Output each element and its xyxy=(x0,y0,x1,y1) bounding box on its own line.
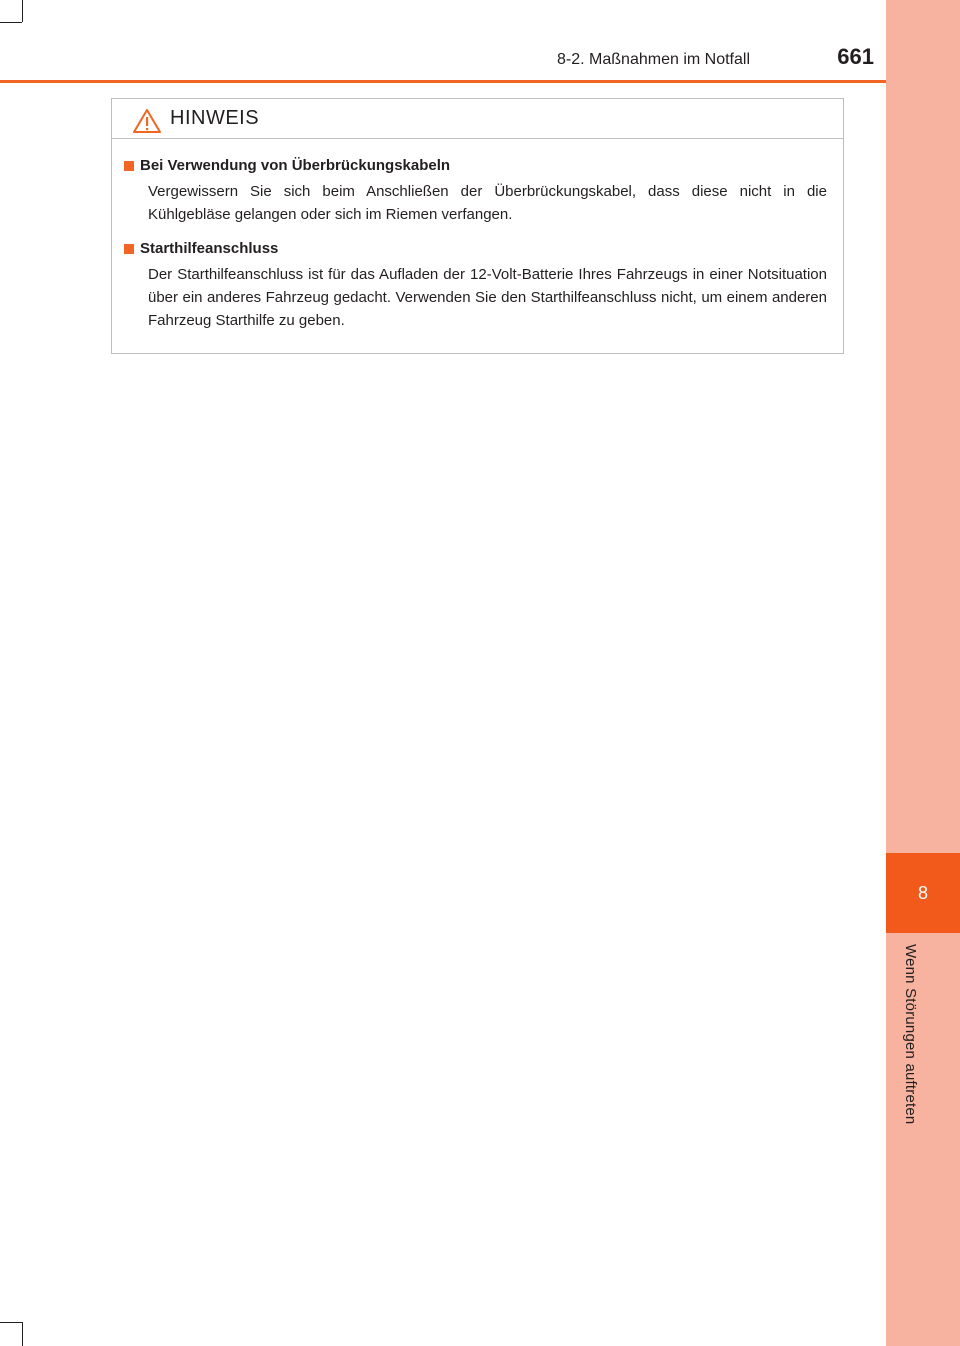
crop-mark xyxy=(22,1322,23,1346)
header-rule xyxy=(0,80,886,83)
section-title: 8-2. Maßnahmen im Notfall xyxy=(557,51,750,68)
warning-triangle-icon xyxy=(132,108,162,134)
notice-body xyxy=(112,139,843,332)
crop-mark xyxy=(0,22,22,23)
chapter-number: 8 xyxy=(917,882,928,903)
notice-title: HINWEIS xyxy=(170,107,260,129)
square-bullet-icon xyxy=(124,161,134,171)
crop-mark xyxy=(0,1322,22,1323)
notice-item-heading-text: Starthilfeanschluss xyxy=(140,240,279,257)
chapter-side-tab xyxy=(886,0,960,1346)
chapter-number-badge xyxy=(886,853,960,933)
notice-item-heading-text: Bei Verwendung von Überbrückungskabeln xyxy=(140,157,451,174)
notice-item-heading xyxy=(124,240,827,257)
crop-mark xyxy=(22,0,23,22)
chapter-title: Wenn Störungen auftreten xyxy=(902,944,919,1125)
square-bullet-icon xyxy=(124,244,134,254)
notice-box xyxy=(111,98,844,354)
page-number: 661 xyxy=(837,44,874,69)
notice-item-text: Vergewissern Sie sich beim Anschließen der Überbrückungskabel, dass diese nicht in die Kühlgebläse gelangen oder sich im Riemen verfangen. xyxy=(148,183,827,223)
notice-item-heading xyxy=(124,157,827,174)
notice-header xyxy=(112,99,843,139)
notice-item-text: Der Starthilfeanschluss ist für das Aufladen der 12-Volt-Batterie Ihres Fahrzeugs in einer Notsituation über ein anderes Fahrzeug gedacht. Verwenden Sie den Starthilfeanschluss nicht, um einem anderen Fahrzeug Starthilfe zu geben. xyxy=(148,266,827,329)
